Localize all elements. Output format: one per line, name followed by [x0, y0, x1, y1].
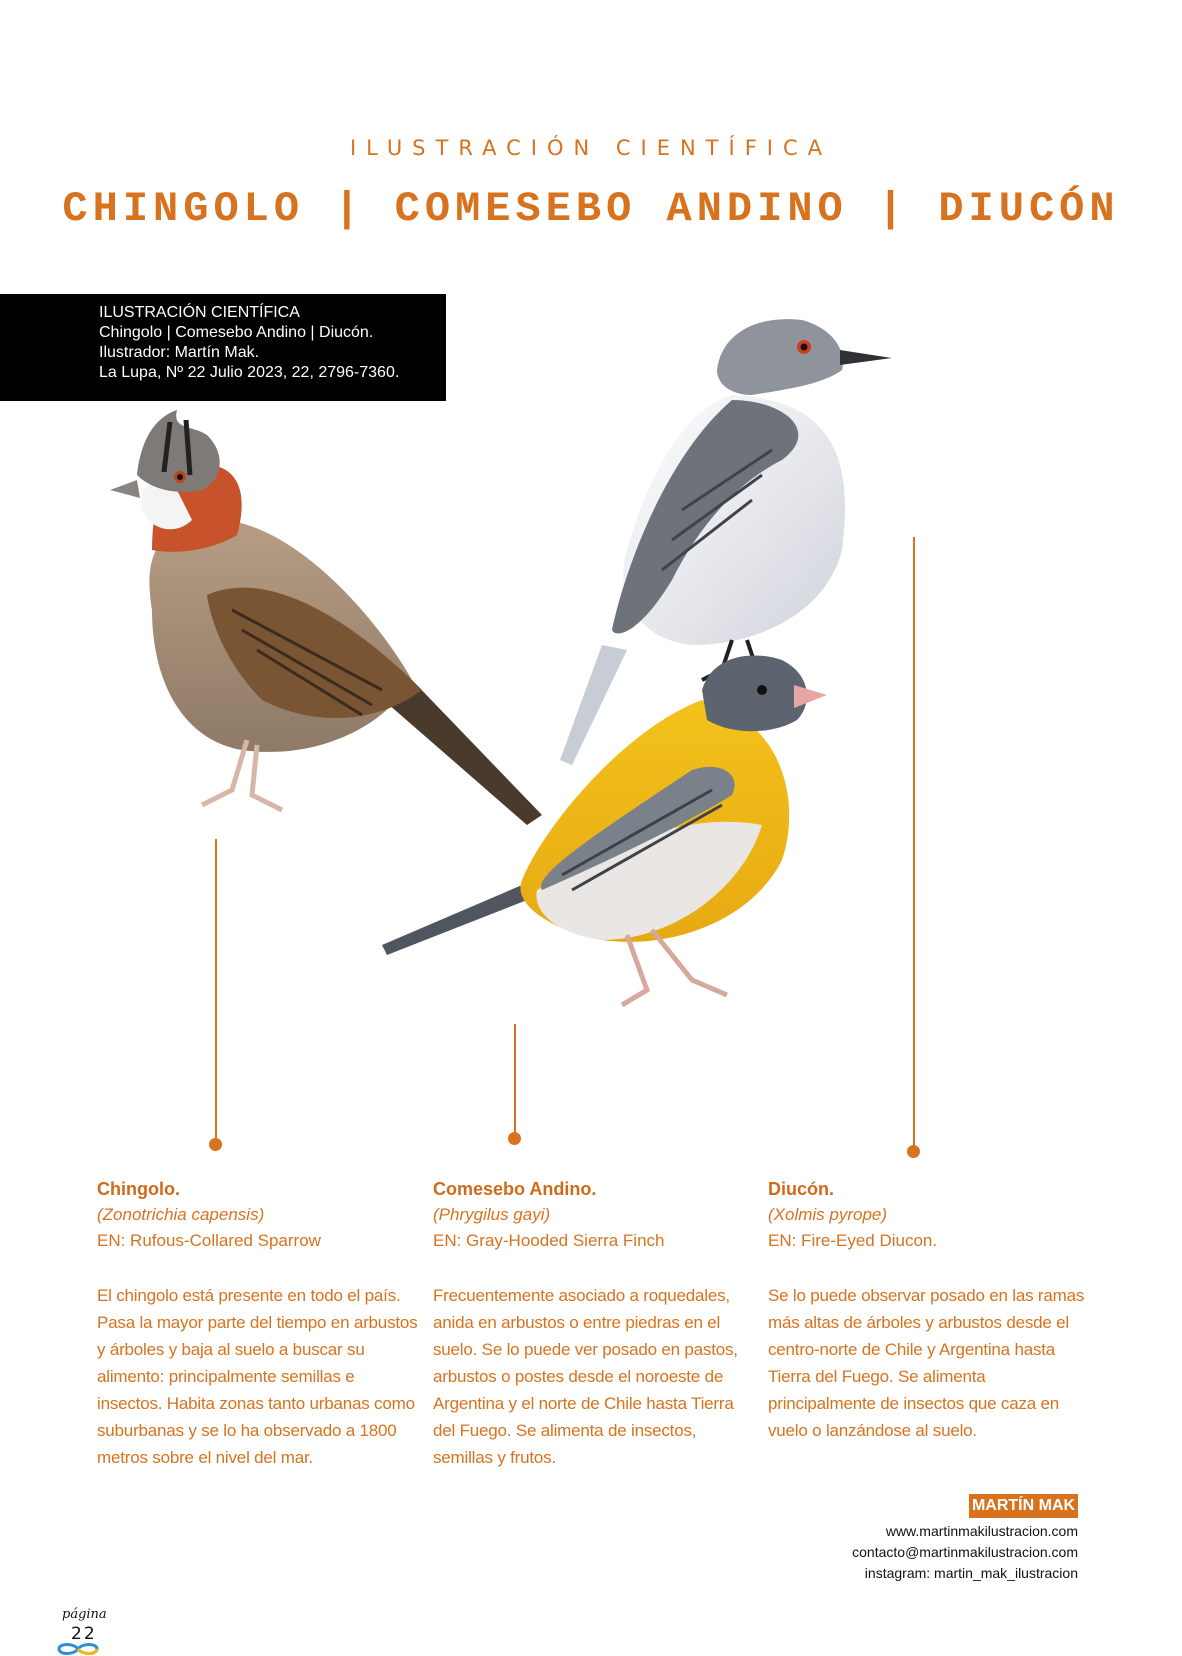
diucon-leader-dot: [907, 1145, 920, 1158]
species-name: Chingolo.: [97, 1179, 180, 1199]
author-instagram[interactable]: instagram: martin_mak_ilustracion: [864, 1565, 1078, 1581]
species-name: Comesebo Andino.: [433, 1179, 597, 1199]
species-scientific-name: (Phrygilus gayi): [433, 1205, 551, 1224]
species-scientific-name: (Zonotrichia capensis): [97, 1205, 265, 1224]
section-kicker: ILUSTRACIÓN CIENTÍFICA: [349, 136, 833, 160]
page-number: 22: [71, 1624, 97, 1644]
comesebo-leader-dot: [508, 1132, 521, 1145]
author-contact: [852, 1521, 1078, 1584]
species-description: Se lo puede observar posado en las ramas más altas de árboles y arbustos desde el centro-norte de Chile y Argentina hasta Tierra del Fuego. Se alimenta principalmente de insectos que caza en vuelo o lanzándose al suelo.: [768, 1286, 1085, 1440]
citation-line-2: Chingolo | Comesebo Andino | Diucón.: [99, 324, 374, 341]
comesebo-illustration: [382, 655, 827, 1005]
author-website-link[interactable]: www.martinmakilustracion.com: [885, 1523, 1078, 1539]
comesebo-column: [433, 1176, 755, 1471]
chingolo-leader-dot: [209, 1138, 222, 1151]
species-scientific-name: (Xolmis pyrope): [768, 1205, 888, 1224]
page-title: CHINGOLO | COMESEBO ANDINO | DIUCÓN: [62, 185, 1120, 233]
species-english-name: EN: Fire-Eyed Diucon.: [768, 1231, 938, 1250]
author-email-link[interactable]: contacto@martinmakilustracion.com: [852, 1544, 1078, 1560]
species-description: El chingolo está presente en todo el país. Pasa la mayor parte del tiempo en arbustos y árboles y baja al suelo a buscar su alimento: principalmente semillas e insectos. Habita zonas tanto urbanas como suburbanas y se lo ha observado a 1800 metros sobre el nivel del mar.: [97, 1286, 418, 1467]
species-name: Diucón.: [768, 1179, 834, 1199]
page-label: página: [62, 1607, 107, 1622]
species-english-name: EN: Gray-Hooded Sierra Finch: [433, 1231, 665, 1250]
citation-box: [0, 294, 446, 401]
chingolo-leader-line: [215, 839, 217, 1139]
comesebo-leader-line: [514, 1024, 516, 1138]
citation-line-4: La Lupa, Nº 22 Julio 2023, 22, 2796-7360.: [99, 364, 400, 381]
species-english-name: EN: Rufous-Collared Sparrow: [97, 1231, 321, 1250]
diucon-leader-line: [913, 537, 915, 1147]
species-description: Frecuentemente asociado a roquedales, anida en arbustos o entre piedras en el suelo. Se lo puede ver posado en pastos, arbustos o postes desde el noroeste de Argentina y el norte de Chile hasta Tierra del Fuego. Se alimenta de insectos, semillas y frutos.: [433, 1286, 738, 1467]
chingolo-column: [97, 1176, 419, 1471]
citation-line-1: ILUSTRACIÓN CIENTÍFICA: [99, 304, 300, 321]
author-badge: MARTÍN MAK: [969, 1494, 1078, 1518]
citation-line-3: Ilustrador: Martín Mak.: [99, 344, 260, 361]
chingolo-illustration: [110, 410, 542, 825]
diucon-column: [768, 1176, 1090, 1444]
